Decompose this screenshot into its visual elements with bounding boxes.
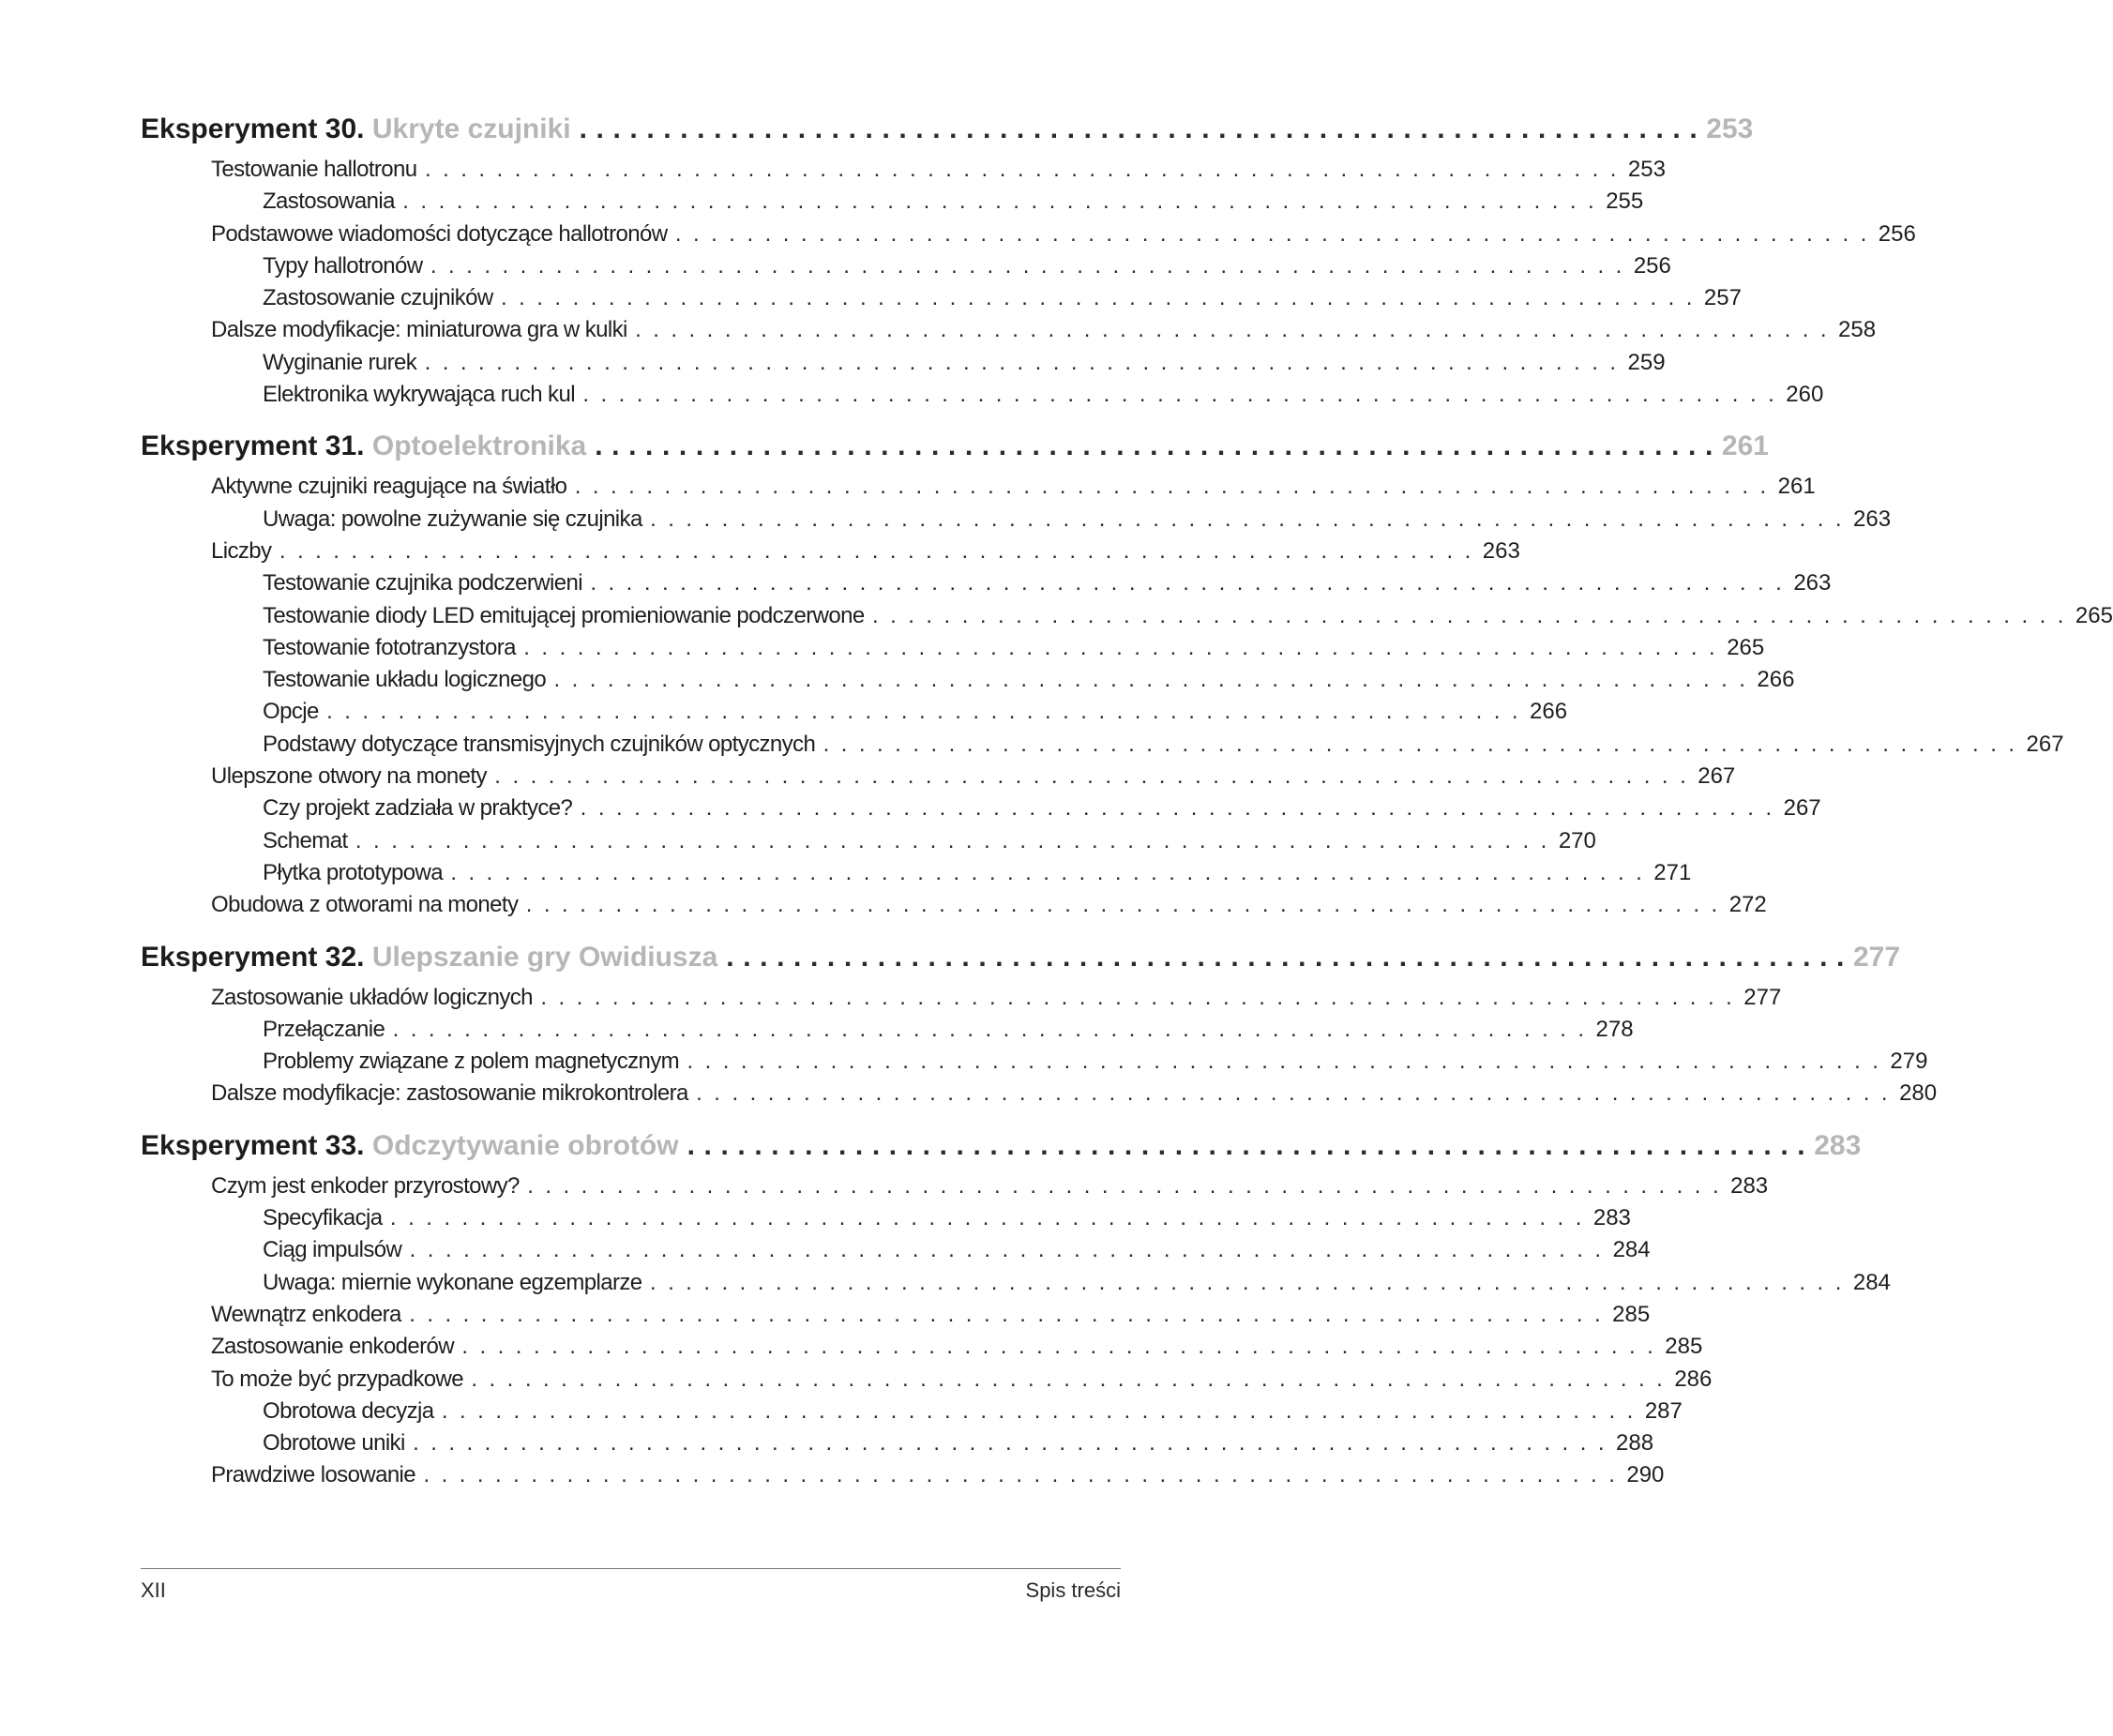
page-number: XII bbox=[141, 1578, 166, 1602]
entry-page-number: 285 bbox=[1612, 1301, 1651, 1327]
entry-label: Problemy związane z polem magnetycznym bbox=[263, 1049, 680, 1075]
toc-subsection-entry[interactable] bbox=[141, 1427, 1654, 1459]
section-title: Spis treści bbox=[1025, 1578, 1121, 1602]
toc-subsection-entry[interactable] bbox=[141, 664, 1795, 696]
entry-page-number: 258 bbox=[1838, 317, 1877, 343]
toc-section-entry[interactable] bbox=[141, 314, 1877, 346]
entry-label: Uwaga: miernie wykonane egzemplarze bbox=[263, 1269, 642, 1295]
chapter-heading[interactable] bbox=[141, 939, 1901, 982]
entry-page-number: 267 bbox=[1698, 763, 1736, 790]
dot-leader: ................................................................... bbox=[326, 699, 1531, 725]
dot-leader: ................................................................... bbox=[595, 430, 1722, 462]
dot-leader: ................................................................... bbox=[424, 349, 1628, 375]
entry-label: Zastosowania bbox=[263, 189, 395, 215]
entry-page-number: 290 bbox=[1626, 1462, 1665, 1488]
entry-label: Typy hallotronów bbox=[263, 252, 423, 279]
toc-subsection-entry[interactable] bbox=[141, 379, 1824, 411]
dot-leader: ................................................................... bbox=[461, 1334, 1666, 1360]
dot-leader: ................................................................... bbox=[441, 1397, 1645, 1424]
dot-leader: ................................................................... bbox=[650, 506, 1854, 532]
entry-label: Zastosowanie czujników bbox=[263, 285, 493, 311]
toc-section-entry[interactable] bbox=[141, 1331, 1703, 1363]
toc-subsection-entry[interactable] bbox=[141, 1046, 1928, 1078]
chapter-number: Eksperyment 33. bbox=[141, 1129, 365, 1161]
entry-page-number: 265 bbox=[2075, 602, 2113, 628]
chapter-heading[interactable] bbox=[141, 428, 1769, 471]
dot-leader: ................................................................... bbox=[635, 317, 1839, 343]
entry-page-number: 278 bbox=[1595, 1016, 1634, 1042]
chapter-number: Eksperyment 31. bbox=[141, 430, 365, 462]
entry-label: Wyginanie rurek bbox=[263, 349, 417, 375]
chapter-page-number: 261 bbox=[1721, 430, 1769, 462]
entry-label: Obrotowa decyzja bbox=[263, 1397, 434, 1424]
entry-page-number: 287 bbox=[1644, 1397, 1683, 1424]
entry-page-number: 284 bbox=[1852, 1269, 1891, 1295]
toc-subsection-entry[interactable] bbox=[141, 600, 2113, 632]
toc-subsection-entry[interactable] bbox=[141, 250, 1671, 282]
toc-subsection-entry[interactable] bbox=[141, 1202, 1631, 1234]
dot-leader: ................................................................... bbox=[580, 795, 1784, 822]
toc-subsection-entry[interactable] bbox=[141, 729, 2064, 761]
dot-leader: ................................................................... bbox=[423, 1462, 1627, 1488]
toc-subsection-entry[interactable] bbox=[141, 282, 1742, 314]
entry-page-number: 259 bbox=[1627, 349, 1666, 375]
entry-label: Prawdziwe losowanie bbox=[211, 1462, 416, 1488]
dot-leader: ................................................................... bbox=[527, 1172, 1731, 1199]
dot-leader: ................................................................... bbox=[471, 1366, 1675, 1392]
dot-leader: ................................................................... bbox=[579, 113, 1707, 144]
entry-page-number: 271 bbox=[1653, 859, 1692, 885]
entry-page-number: 263 bbox=[1793, 570, 1832, 596]
entry-page-number: 256 bbox=[1633, 252, 1671, 279]
chapter-title: Optoelektronika bbox=[371, 430, 587, 462]
toc-subsection-entry[interactable] bbox=[141, 793, 1821, 824]
dot-leader: ................................................................... bbox=[523, 634, 1728, 660]
entry-page-number: 286 bbox=[1674, 1366, 1713, 1392]
entry-label: Dalsze modyfikacje: miniaturowa gra w kulki bbox=[211, 317, 627, 343]
entry-label: Zastosowanie układów logicznych bbox=[211, 984, 533, 1010]
entry-label: Opcje bbox=[263, 699, 319, 725]
toc-section-entry[interactable] bbox=[141, 982, 1782, 1014]
toc-section-entry[interactable] bbox=[141, 471, 1816, 503]
chapter-title: Ukryte czujniki bbox=[371, 113, 571, 144]
dot-leader: ................................................................... bbox=[430, 252, 1634, 279]
entry-label: Liczby bbox=[211, 537, 272, 564]
entry-page-number: 266 bbox=[1757, 667, 1795, 693]
chapter-title: Ulepszanie gry Owidiusza bbox=[371, 941, 718, 973]
toc-section-entry[interactable] bbox=[141, 889, 1767, 921]
toc-section-entry[interactable] bbox=[141, 1299, 1651, 1331]
entry-label: Czym jest enkoder przyrostowy? bbox=[211, 1172, 520, 1199]
entry-label: Testowanie diody LED emitującej promieniowanie podczerwone bbox=[263, 602, 865, 628]
entry-label: Zastosowanie enkoderów bbox=[211, 1334, 454, 1360]
entry-label: Schemat bbox=[263, 827, 348, 853]
dot-leader: ................................................................... bbox=[450, 859, 1654, 885]
toc-subsection-entry[interactable] bbox=[141, 825, 1596, 857]
toc-subsection-entry[interactable] bbox=[141, 1014, 1634, 1046]
toc-subsection-entry[interactable] bbox=[141, 504, 1892, 536]
toc-subsection-entry[interactable] bbox=[141, 347, 1666, 379]
dot-leader: ................................................................... bbox=[392, 1016, 1596, 1042]
entry-page-number: 265 bbox=[1727, 634, 1765, 660]
dot-leader: ................................................................... bbox=[409, 1237, 1613, 1263]
entry-page-number: 284 bbox=[1612, 1237, 1651, 1263]
dot-leader: ................................................................... bbox=[500, 285, 1704, 311]
entry-page-number: 280 bbox=[1899, 1080, 1938, 1107]
dot-leader: ................................................................... bbox=[279, 537, 1483, 564]
dot-leader: ................................................................... bbox=[590, 570, 1794, 596]
toc-subsection-entry[interactable] bbox=[141, 1396, 1683, 1427]
entry-label: Testowanie fototranzystora bbox=[263, 634, 516, 660]
entry-label: Testowanie układu logicznego bbox=[263, 667, 547, 693]
entry-label: Obudowa z otworami na monety bbox=[211, 892, 519, 918]
chapter-number: Eksperyment 30. bbox=[141, 113, 365, 144]
entry-page-number: 256 bbox=[1878, 220, 1916, 247]
dot-leader: ................................................................... bbox=[726, 941, 1853, 973]
toc-subsection-entry[interactable] bbox=[141, 567, 1832, 599]
entry-page-number: 285 bbox=[1665, 1334, 1703, 1360]
entry-page-number: 267 bbox=[2026, 731, 2064, 757]
entry-page-number: 263 bbox=[1482, 537, 1520, 564]
dot-leader: ................................................................... bbox=[409, 1301, 1613, 1327]
entry-page-number: 266 bbox=[1530, 699, 1568, 725]
entry-page-number: 263 bbox=[1853, 506, 1892, 532]
dot-leader: ................................................................... bbox=[355, 827, 1559, 853]
entry-label: Ulepszone otwory na monety bbox=[211, 763, 487, 790]
toc-section-entry[interactable] bbox=[141, 1170, 1769, 1202]
entry-page-number: 267 bbox=[1783, 795, 1821, 822]
toc-subsection-entry[interactable] bbox=[141, 632, 1765, 664]
dot-leader: ................................................................... bbox=[402, 189, 1607, 215]
entry-label: Testowanie hallotronu bbox=[211, 157, 417, 182]
entry-page-number: 261 bbox=[1777, 474, 1816, 500]
toc-subsection-entry[interactable] bbox=[141, 857, 1692, 889]
dot-leader: ................................................................... bbox=[687, 1049, 1891, 1075]
toc-subsection-entry[interactable] bbox=[141, 1234, 1651, 1266]
entry-page-number: 279 bbox=[1890, 1049, 1928, 1075]
entry-page-number: 272 bbox=[1728, 892, 1767, 918]
entry-label: Obrotowe uniki bbox=[263, 1430, 405, 1457]
toc-section-entry[interactable] bbox=[141, 219, 1916, 250]
toc-section-entry[interactable] bbox=[141, 1078, 1938, 1110]
dot-leader: ................................................................... bbox=[413, 1430, 1616, 1457]
dot-leader: ................................................................... bbox=[494, 763, 1698, 790]
entry-page-number: 277 bbox=[1743, 984, 1782, 1010]
dot-leader: ................................................................... bbox=[553, 667, 1758, 693]
toc-subsection-entry[interactable] bbox=[141, 696, 1568, 728]
toc-section-entry[interactable] bbox=[141, 1364, 1713, 1396]
entry-label: Podstawowe wiadomości dotyczące hallotronów bbox=[211, 220, 668, 247]
toc-section-entry[interactable] bbox=[141, 1459, 1665, 1491]
toc-section-entry[interactable] bbox=[141, 154, 1666, 186]
entry-label: Wewnątrz enkodera bbox=[211, 1301, 401, 1327]
entry-page-number: 255 bbox=[1606, 189, 1644, 215]
chapter-heading[interactable] bbox=[141, 1127, 1862, 1170]
dot-leader: ................................................................... bbox=[871, 602, 2075, 628]
toc-subsection-entry[interactable] bbox=[141, 186, 1644, 218]
footer-divider bbox=[141, 1568, 1121, 1569]
dot-leader: ................................................................... bbox=[540, 984, 1744, 1010]
dot-leader: ................................................................... bbox=[424, 157, 1628, 182]
dot-leader: ................................................................... bbox=[696, 1080, 1900, 1107]
toc-subsection-entry[interactable] bbox=[141, 1267, 1891, 1299]
dot-leader: ................................................................... bbox=[574, 474, 1778, 500]
chapter-heading[interactable] bbox=[141, 111, 1754, 154]
table-of-contents bbox=[141, 111, 2113, 1492]
dot-leader: ................................................................... bbox=[674, 220, 1879, 247]
entry-label: Dalsze modyfikacje: zastosowanie mikrokontrolera bbox=[211, 1080, 688, 1107]
entry-page-number: 283 bbox=[1592, 1205, 1631, 1231]
dot-leader: ................................................................... bbox=[389, 1205, 1593, 1231]
entry-label: Płytka prototypowa bbox=[263, 859, 443, 885]
entry-label: To może być przypadkowe bbox=[211, 1366, 463, 1392]
entry-label: Specyfikacja bbox=[263, 1205, 383, 1231]
chapter-page-number: 253 bbox=[1706, 113, 1754, 144]
entry-label: Czy projekt zadziała w praktyce? bbox=[263, 795, 573, 822]
toc-section-entry[interactable] bbox=[141, 761, 1736, 793]
entry-page-number: 260 bbox=[1786, 382, 1824, 408]
dot-leader: ................................................................... bbox=[582, 382, 1787, 408]
entry-page-number: 253 bbox=[1627, 157, 1666, 182]
entry-page-number: 283 bbox=[1730, 1172, 1769, 1199]
entry-label: Podstawy dotyczące transmisyjnych czujników optycznych bbox=[263, 731, 816, 757]
chapter-number: Eksperyment 32. bbox=[141, 941, 365, 973]
entry-page-number: 270 bbox=[1558, 827, 1596, 853]
chapter-page-number: 277 bbox=[1852, 941, 1901, 973]
toc-section-entry[interactable] bbox=[141, 536, 1520, 567]
chapter-page-number: 283 bbox=[1814, 1129, 1862, 1161]
entry-label: Testowanie czujnika podczerwieni bbox=[263, 570, 582, 596]
entry-label: Elektronika wykrywająca ruch kul bbox=[263, 382, 575, 408]
entry-label: Aktywne czujniki reagujące na światło bbox=[211, 474, 567, 500]
dot-leader: ................................................................... bbox=[687, 1129, 1815, 1161]
entry-label: Ciąg impulsów bbox=[263, 1237, 402, 1263]
dot-leader: ................................................................... bbox=[525, 892, 1729, 918]
chapter-title: Odczytywanie obrotów bbox=[371, 1129, 679, 1161]
entry-label: Przełączanie bbox=[263, 1016, 385, 1042]
entry-label: Uwaga: powolne zużywanie się czujnika bbox=[263, 506, 642, 532]
entry-page-number: 257 bbox=[1703, 285, 1742, 311]
dot-leader: ................................................................... bbox=[823, 731, 2027, 757]
entry-page-number: 288 bbox=[1616, 1430, 1654, 1457]
dot-leader: ................................................................... bbox=[649, 1269, 1853, 1295]
